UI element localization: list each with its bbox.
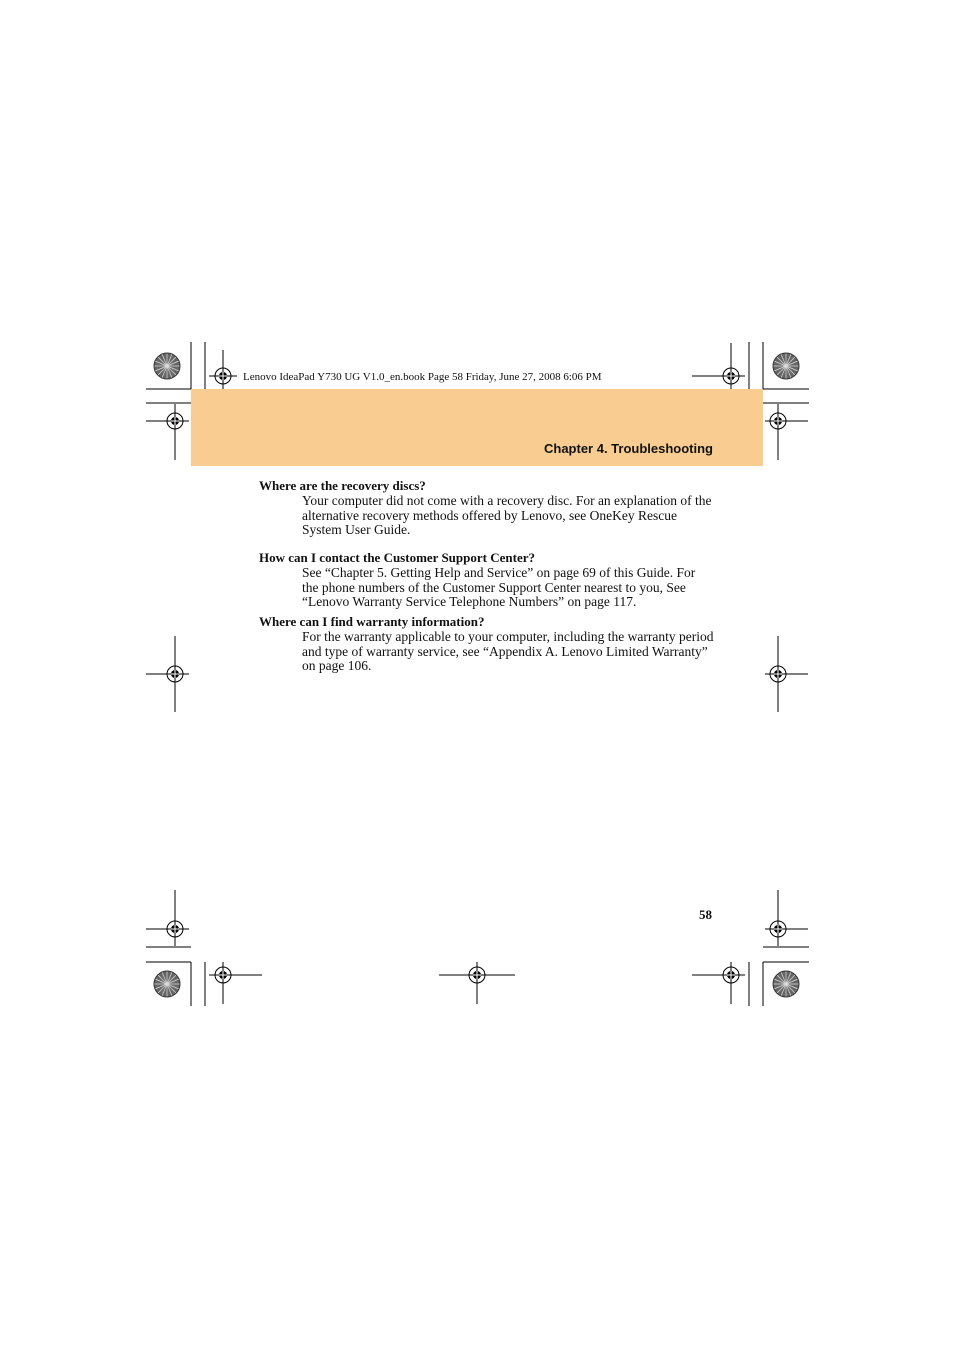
page-number: 58 — [699, 907, 712, 922]
chapter-header-band — [191, 389, 763, 466]
faq-item — [259, 614, 719, 674]
faq-answer: For the warranty applicable to your computer, including the warranty period and type of warranty service, see “Appendix A. Lenovo Limited Warranty” on page 106. — [302, 629, 714, 674]
chapter-title: Chapter 4. Troubleshooting — [543, 441, 713, 456]
faq-item — [259, 550, 719, 610]
faq-question: Where are the recovery discs? — [259, 478, 426, 493]
faq-answer: See “Chapter 5. Getting Help and Service” on page 69 of this Guide. For the phone numbers of the Customer Support Center nearest to you, See “Lenovo Warranty Service Telephone Numbers” on page 117. — [302, 565, 696, 610]
faq-question: Where can I find warranty information? — [259, 614, 485, 629]
faq-question: How can I contact the Customer Support Center? — [259, 550, 535, 565]
faq-answer: Your computer did not come with a recovery disc. For an explanation of the alternative recovery methods offered by Lenovo, see OneKey Rescue System User Guide. — [302, 493, 712, 538]
faq-item — [259, 478, 719, 538]
book-info-line: Lenovo IdeaPad Y730 UG V1.0_en.book Page 58 Friday, June 27, 2008 6:06 PM — [243, 371, 602, 383]
